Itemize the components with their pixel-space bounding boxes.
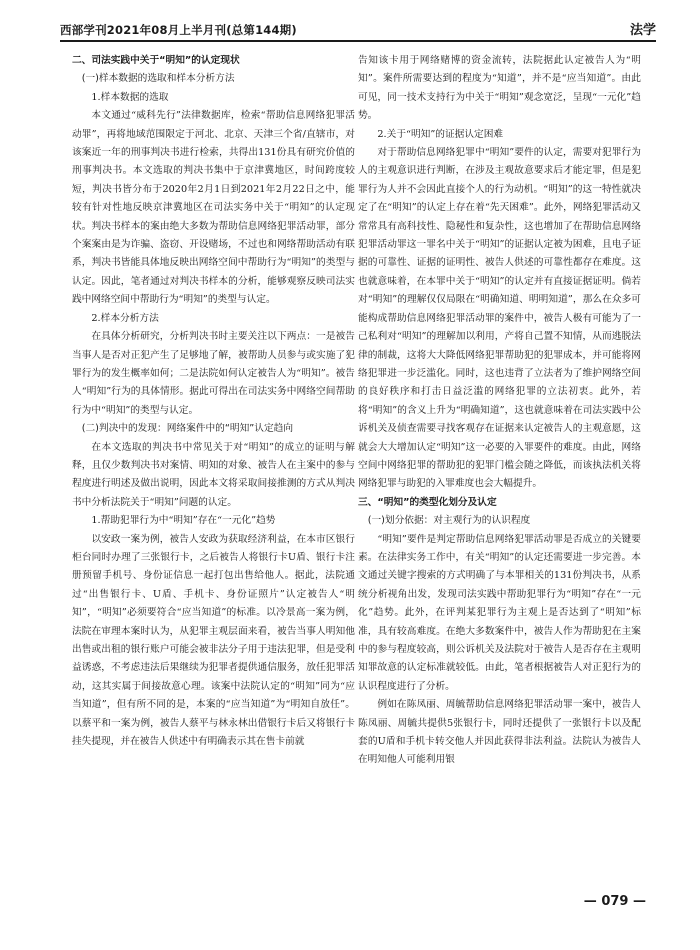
section-label: 法学 — [629, 23, 656, 38]
left-column — [72, 52, 355, 751]
sub-subsection-heading: 1.帮助犯罪行为中“明知”存在“一元化”趋势 — [91, 515, 276, 527]
paragraph: 例如在陈凤丽、周毓帮助信息网络犯罪活动罪一案中，被告人陈凤丽、周毓共提供5张银行卡，同时还提供了一张银行卡以及配套的U盾和手机卡转交他人并因此获得非法利益。法院认为被告人在明知他人可能利用银 — [358, 699, 641, 766]
paragraph: 本文通过“威科先行”法律数据库，检索“帮助信息网络犯罪活动罪”，再将地域范围限定于河北、北京、天津三个省/直辖市，对该案近一年的刑事判决书进行检索，共得出131份具有研究价值的刑事判决书。本文选取的判决书集中于京津冀地区，时间跨度较短，判决书皆分布于2020年2月1日到2021年2月22日之中，能较有针对性地反映京津冀地区在司法实务中关于“明知”的认定现状。判决书样本的案由绝大多数为帮助信息网络犯罪活动罪，部分个案案由是为诈骗、盗窃、开设赌场，不过也和网络帮助活动有联系，判决书皆能具体地反映出网络空间中帮助行为“明知”的类型与认定。因此，笔者通过对判决书样本的分析，能够观察反映司法实践中网络空间中帮助行为“明知”的类型与认定。 — [72, 110, 355, 306]
section-heading: 三、“明知”的类型化划分及认定 — [358, 496, 497, 508]
subsection-heading: (一)划分依据：对主观行为的认识程度 — [367, 515, 531, 527]
paragraph: 对于帮助信息网络犯罪中“明知”要件的认定，需要对犯罪行为人的主观意识进行判断，在涉及主观故意要求后才能定罪，但是犯罪行为人并不会因此直接个人的行为动机。“明知”的这一特性就决定了在“明知”的认定上存在着“先天困难”。此外，网络犯罪活动又常常具有高科技性、隐秘性和复杂性，这也增加了在帮助信息网络犯罪活动罪这一罪名中关于“明知”的证据认定被为困难，且电子证据的可靠性、证据的证明性、被告人供述的可靠性都存在难度。这也就意味着，在本罪中关于“明知”的认定并有直接证据证明。倘若对“明知”的理解仅仅局限在“明确知道、明明知道”，那么在众多可能构成帮助信息网络犯罪活动罪的案件中，被告人极有可能为了一己私利对“明知”的理解加以利用，产将自己置不知情，从而逃脱法律的制裁，这将大大降低网络犯罪帮助犯的犯罪成本，并可能将网络犯罪进一步泛滥化。同时，这也违背了立法者为了维护网络空间的良好秩序和打击日益泛滥的网络犯罪的立法初衷。此外，若将“明知”的含义上升为“明确知道”，这也就意味着在司法实践中公诉机关及侦查需要寻找客观存在证据来认定被告人的主观意愿，这就会大大增加认定“明知”这一必要的入罪要件的难度。由此，网络空间中网络犯罪的帮助犯的犯罪门槛会随之降低，而该执法机关将网络犯罪与助犯的入罪难度也会大幅提升。 — [358, 147, 641, 490]
sub-subsection-heading: 1.样本数据的选取 — [91, 91, 169, 103]
page-number: — 079 — — [583, 894, 646, 909]
subsection-heading: (一)样本数据的选取和样本分析方法 — [81, 73, 235, 85]
sub-subsection-heading: 2.样本分析方法 — [91, 312, 159, 324]
journal-title: 西部学刊2021年08月上半月刊(总第144期) — [60, 23, 297, 37]
right-column — [358, 52, 641, 770]
paragraph: 以安政一案为例，被告人安政为获取经济利益，在本市区银行柜台同时办理了三张银行卡，之后被告人将银行卡U盾、银行卡注册预留手机号、身份证信息一起打包出售给他人。据此，法院通过“出售银行卡、U盾、手机卡、身份证照片”认定被告人“明知”，“明知”必须要符合“应当知道”的标准。以冷景高一案为例，法院在审理本案时认为，从犯罪主观层面来看，被告当事人明知他出售或出租的银行账户可能会被非法分子用于违法犯罪，但是受利益诱惑，不考虑违法后果继续为犯罪者提供通信服务，放任犯罪活动，这其实属于间接故意心理。该案中法院认定的“明知”同为“应当知道”，但有所不同的是，本案的“应当知道”为“明知自放任”。以蔡平和一案为例，被告人蔡平与林永林出借银行卡后又将银行卡挂失提现，并在被告人供述中有明确表示其在售卡前就 — [72, 533, 355, 748]
paragraph: “明知”要件是判定帮助信息网络犯罪活动罪是否成立的关键要素。在法律实务工作中，有关“明知”的认定还需要进一步完善。本文通过关键字搜索的方式明确了与本罪相关的131份判决书，从系统分析视角出发，发现司法实践中帮助犯罪行为“明知”存在“一元化”趋势。此外，在评判某犯罪行为主观上是否达到了“明知”标准，具有较高难度。在绝大多数案件中，被告人作为帮助犯在主案中的参与程度较高，则公诉机关及法院对于被告人是否存在主观明知罪故意的认定标准就较低。由此，笔者根据被告人对正犯行为的认识程度进行了分析。 — [358, 533, 641, 692]
paragraph: 在具体分析研究，分析判决书时主要关注以下两点：一是被告当事人是否对正犯产生了足够地了解，被帮助人员参与或实施了犯罪行为的发生概率如何；二是法院如何认定被告人为“明知”。被告人“明知”行为的具体情形。据此可得出在司法实务中网络空间帮助行为中“明知”的类型与认定。 — [72, 331, 355, 416]
page-header — [60, 14, 656, 42]
paragraph-continued: 告知该卡用于网络赌博的资金流转，法院据此认定被告人为“明知”。案件所需要达到的程度为“知道”，并不是“应当知道”。由此可见，同一技术支持行为中关于“明知”观念宽泛，呈现“一元化”趋势。 — [358, 55, 641, 122]
section-heading: 二、司法实践中关于“明知”的认定现状 — [72, 55, 240, 66]
sub-subsection-heading: 2.关于“明知”的证据认定困难 — [377, 128, 504, 140]
paragraph: 在本文选取的判决书中常见关于对“明知”的成立的证明与解释，且仅少数判决书对案情、明知的对象、被告人在主案中的参与程度进行明述及做出说明，因此本文将采取间接推测的方式从判决书中分析法院关于“明知”问题的认定。 — [72, 441, 355, 508]
subsection-heading: (二)判决中的发现：网络案件中的“明知”认定趋向 — [81, 423, 294, 435]
